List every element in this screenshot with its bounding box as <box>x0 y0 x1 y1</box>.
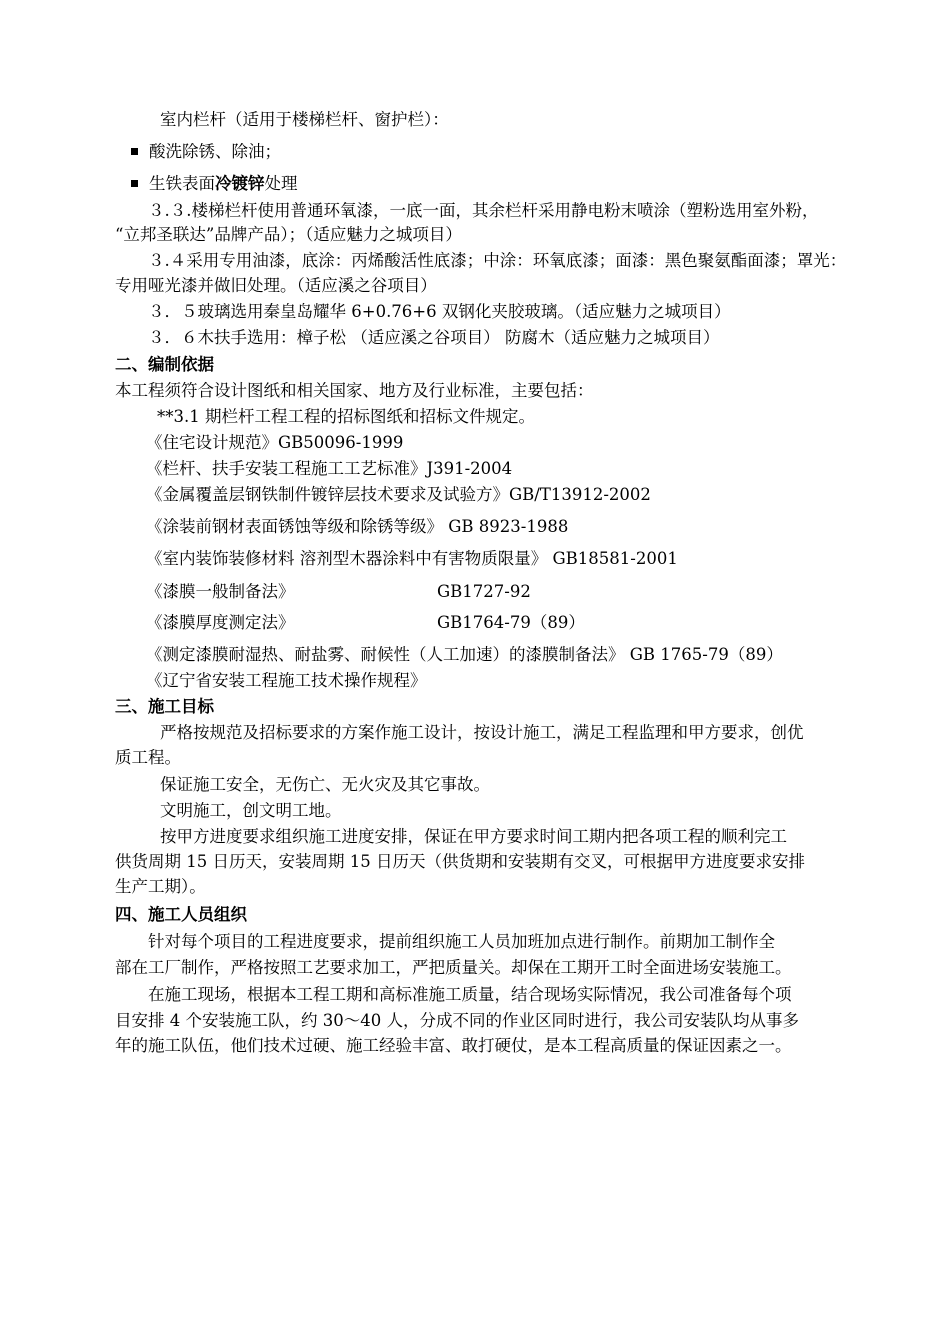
item-3-5: ３．５玻璃选用秦皇岛耀华 6+0.76+6 双钢化夹胶玻璃。（适应魅力之城项目） <box>148 302 731 321</box>
goals-safety: 保证施工安全，无伤亡、无火灾及其它事故。 <box>160 775 490 794</box>
basis-intro: 本工程须符合设计图纸和相关国家、地方及行业标准，主要包括： <box>115 381 594 400</box>
goals-p1-line1: 严格按规范及招标要求的方案作施工设计，按设计施工，满足工程监理和甲方要求，创优 <box>160 723 804 742</box>
staffing-p1-line1: 针对每个项目的工程进度要求，提前组织施工人员加班加点进行制作。前期加工制作全 <box>148 932 775 951</box>
staffing-p2-line3: 年的施工队伍，他们技术过硬、施工经验丰富、敢打硬仗，是本工程高质量的保证因素之一。 <box>115 1036 792 1055</box>
bullet-galvanize-text-bold: 冷镀锌 <box>215 174 265 193</box>
item-3-4-line1: ３.４采用专用油漆，底涂：丙烯酸活性底漆；中涂：环氧底漆；面漆：黑色聚氨酯面漆；罩光： <box>148 251 847 270</box>
goals-p4-line3: 生产工期）。 <box>115 877 206 896</box>
bullet-galvanize-text-a: 生铁表面 <box>149 174 215 193</box>
staffing-p1-line2: 部在工厂制作，严格按照工艺要求加工，严把质量关。却保在工期开工时全面进场安装施工。 <box>115 958 792 977</box>
basis-bid-docs: **3.1 期栏杆工程工程的招标图纸和招标文件规定。 <box>157 407 535 426</box>
goals-p4-line2: 供货周期 15 日历天，安装周期 15 日历天（供货期和安装期有交叉，可根据甲方进度要求安排 <box>115 852 805 871</box>
staffing-p2-line2: 目安排 4 个安装施工队，约 30～40 人，分成不同的作业区同时进行，我公司安装队均从事多 <box>115 1011 799 1030</box>
item-3-3-line1: ３.３.楼梯栏杆使用普通环氧漆，一底一面，其余栏杆采用静电粉末喷涂（塑粉选用室外粉， <box>148 201 819 220</box>
standard-film-thickness-name: 《漆膜厚度测定法》 <box>146 613 295 632</box>
standard-residential: 《住宅设计规范》GB50096-1999 <box>146 433 404 452</box>
heading-staffing: 四、施工人员组织 <box>115 905 247 924</box>
standard-film-prep-name: 《漆膜一般制备法》 <box>146 582 295 601</box>
bullet-pickling: 酸洗除锈、除油； <box>131 140 281 164</box>
item-3-6: ３．６木扶手选用：樟子松 （适应溪之谷项目） 防腐木（适应魅力之城项目） <box>148 328 720 347</box>
staffing-p2-line1: 在施工现场，根据本工程工期和高标准施工质量，结合现场实际情况，我公司准备每个项 <box>148 985 792 1004</box>
standard-weathering: 《测定漆膜耐湿热、耐盐雾、耐候性（人工加速）的漆膜制备法》 GB 1765-79（89） <box>146 645 783 664</box>
standard-rust-grade: 《涂装前钢材表面锈蚀等级和除锈等级》 GB 8923-1988 <box>146 517 569 536</box>
standard-film-prep <box>146 580 531 604</box>
item-3-3-line2: “立邦圣联达”品牌产品）；（适应魅力之城项目） <box>115 225 462 244</box>
standard-film-prep-code: GB1727-92 <box>437 582 531 601</box>
standard-galvanizing: 《金属覆盖层钢铁制件镀锌层技术要求及试验方》GB/T13912-2002 <box>146 485 651 504</box>
standard-wood-coating: 《室内装饰装修材料 溶剂型木器涂料中有害物质限量》 GB18581-2001 <box>146 549 678 568</box>
heading-basis: 二、编制依据 <box>115 355 214 374</box>
standard-railing: 《栏杆、扶手安装工程施工工艺标准》J391-2004 <box>146 459 513 478</box>
bullet-galvanize-text-c: 处理 <box>264 174 298 193</box>
railing-intro: 室内栏杆（适用于楼梯栏杆、窗护栏）： <box>160 110 449 129</box>
standard-liaoning: 《辽宁省安装工程施工技术操作规程》 <box>146 671 427 690</box>
standard-film-thickness <box>146 611 585 635</box>
standard-film-thickness-code: GB1764-79（89） <box>437 613 585 632</box>
item-3-4-line2: 专用哑光漆并做旧处理。（适应溪之谷项目） <box>115 276 437 295</box>
goals-civilized: 文明施工，创文明工地。 <box>160 801 342 820</box>
goals-p1-line2: 质工程。 <box>115 748 181 767</box>
goals-p4-line1: 按甲方进度要求组织施工进度安排，保证在甲方要求时间工期内把各项工程的顺利完工 <box>160 827 787 846</box>
bullet-galvanize <box>131 172 298 196</box>
heading-goals: 三、施工目标 <box>115 697 214 716</box>
